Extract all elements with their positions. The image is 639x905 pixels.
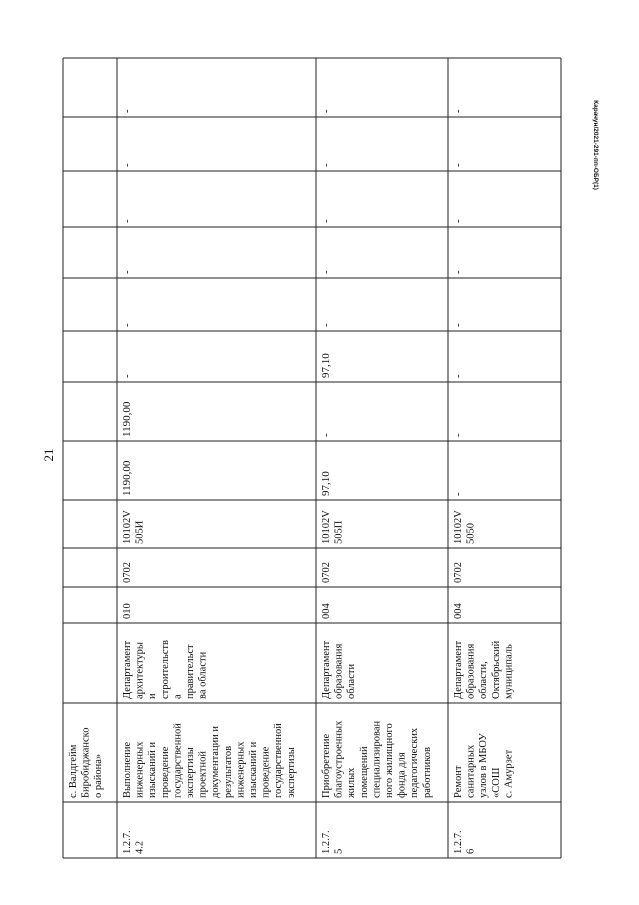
row-3-num-line: 1.2.7. [453,830,464,854]
row-1-y1: 1190,00 [121,401,133,437]
row-2-y4: - [320,270,332,274]
row-0-name-line: о района» [93,753,105,798]
row-1-exec-line: правительст [185,644,196,699]
row-3-exec-line: области, [478,661,490,699]
row-1-name-line: экспертизы [285,747,297,798]
row-1-name-line: изысканий и [248,741,259,798]
row-3-exec-line: образования [465,643,477,699]
row-1-y2: - [121,374,133,378]
row-1-grbs: 010 [122,603,133,619]
row-2-exec-line: Департамент [321,640,332,699]
row-1-exec-line: архитектуры [134,642,146,699]
row-3-grbs: 004 [453,603,464,619]
row-0-name-line: Биробиджанско [80,727,92,798]
row-2-name-line: работников [421,747,433,798]
row-1-name-line: проведение [260,746,272,798]
row-0-name-line: с. Валдгейм [68,744,79,798]
row-2-y5: - [320,219,332,223]
row-2-name-line: специализирован [371,720,383,798]
row-2-name-line: Приобретение [321,733,332,798]
row-1-y3: - [121,323,133,327]
row-2-y7: - [320,109,332,113]
row-2-name-line: ного жилищного [384,723,395,798]
row-1-exec-line: и [147,693,159,699]
row-2-name-line: педагогических [409,727,421,798]
row-3-y7: - [452,109,464,113]
row-2-exec-line: области [346,663,358,699]
row-3-num-line: 6 [465,848,477,854]
row-1-name-line: изысканий и [147,741,159,798]
row-2-name-line: жилых [346,767,358,798]
row-3-exec-line: муниципаль [503,644,515,699]
row-3-name-line: Ремонт [453,765,464,798]
row-3-name-line: санитарных [465,744,477,798]
row-2-grbs: 004 [321,603,332,619]
row-3-y5: - [452,219,464,223]
row-1-name-line: государственной [273,723,285,798]
page-number: 21 [41,448,56,462]
row-1-y7: - [121,109,133,113]
row-1-num-line: 1.2.7. [122,830,133,854]
row-2-name-line: фонда для [396,752,408,798]
row-3-total: - [452,492,464,496]
row-2-exec-line: образования [333,643,345,699]
row-1-name-line: Выполнение [122,741,133,798]
row-1-csr-line: 10102V [122,510,133,544]
row-2-y6: - [320,163,332,167]
row-2-csr-line: 505П [333,520,345,544]
row-3-csr-line: 10102V [453,510,464,544]
row-3-y1: - [452,433,464,437]
row-3-name-line: узлов в МБОУ [478,733,490,798]
row-2-y3: - [320,323,332,327]
row-2-num-line: 5 [333,848,345,854]
row-2-y2: 97,10 [320,353,332,378]
row-3-y2: - [452,374,464,378]
row-1-total: 1190,00 [121,460,133,496]
row-1-csr-line: 505И [134,520,146,544]
row-3-y6: - [452,163,464,167]
row-2-num-line: 1.2.7. [321,830,332,854]
row-1-name-line: государственной [172,723,184,798]
row-1-y5: - [121,219,133,223]
row-3-y4: - [452,270,464,274]
row-1-name-line: результатов [222,745,234,798]
row-1-name-line: документации и [210,725,222,798]
table-content [68,109,514,854]
row-3-exec-line: Октябрьский [490,640,502,699]
row-1-num-line: 4.2 [134,840,146,854]
row-3-name-line: с. Амурзет [503,749,515,798]
row-1-y6: - [121,163,133,167]
row-1-exec-line: строительств [159,640,171,699]
row-1-rzpr: 0702 [122,562,133,583]
row-1-name-line: проектной [197,751,209,798]
document-code: Карачун/2021-291-пп-ОБР(1) [592,100,599,190]
row-3-y3: - [452,323,464,327]
row-1-y4: - [121,270,133,274]
row-2-total: 97,10 [320,471,332,496]
row-1-name-line: экспертизы [185,747,196,798]
row-2-y1: - [320,433,332,437]
row-3-rzpr: 0702 [453,562,464,583]
row-1-name-line: инженерных [235,741,247,798]
row-1-exec-line: Департамент [122,640,133,699]
row-3-exec-line: Департамент [453,640,464,699]
row-1-name-line: проведение [159,746,171,798]
row-1-name-line: инженерных [134,741,146,798]
row-1-exec-line: а [172,694,184,699]
row-3-csr-line: 5050 [465,523,477,544]
row-2-rzpr: 0702 [321,562,332,583]
row-2-csr-line: 10102V [321,510,332,544]
row-3-name-line: «СОШ [490,767,502,798]
row-1-exec-line: ва области [197,651,209,699]
row-2-name-line: благоустроенных [333,720,345,798]
row-2-name-line: помещений [358,746,370,798]
